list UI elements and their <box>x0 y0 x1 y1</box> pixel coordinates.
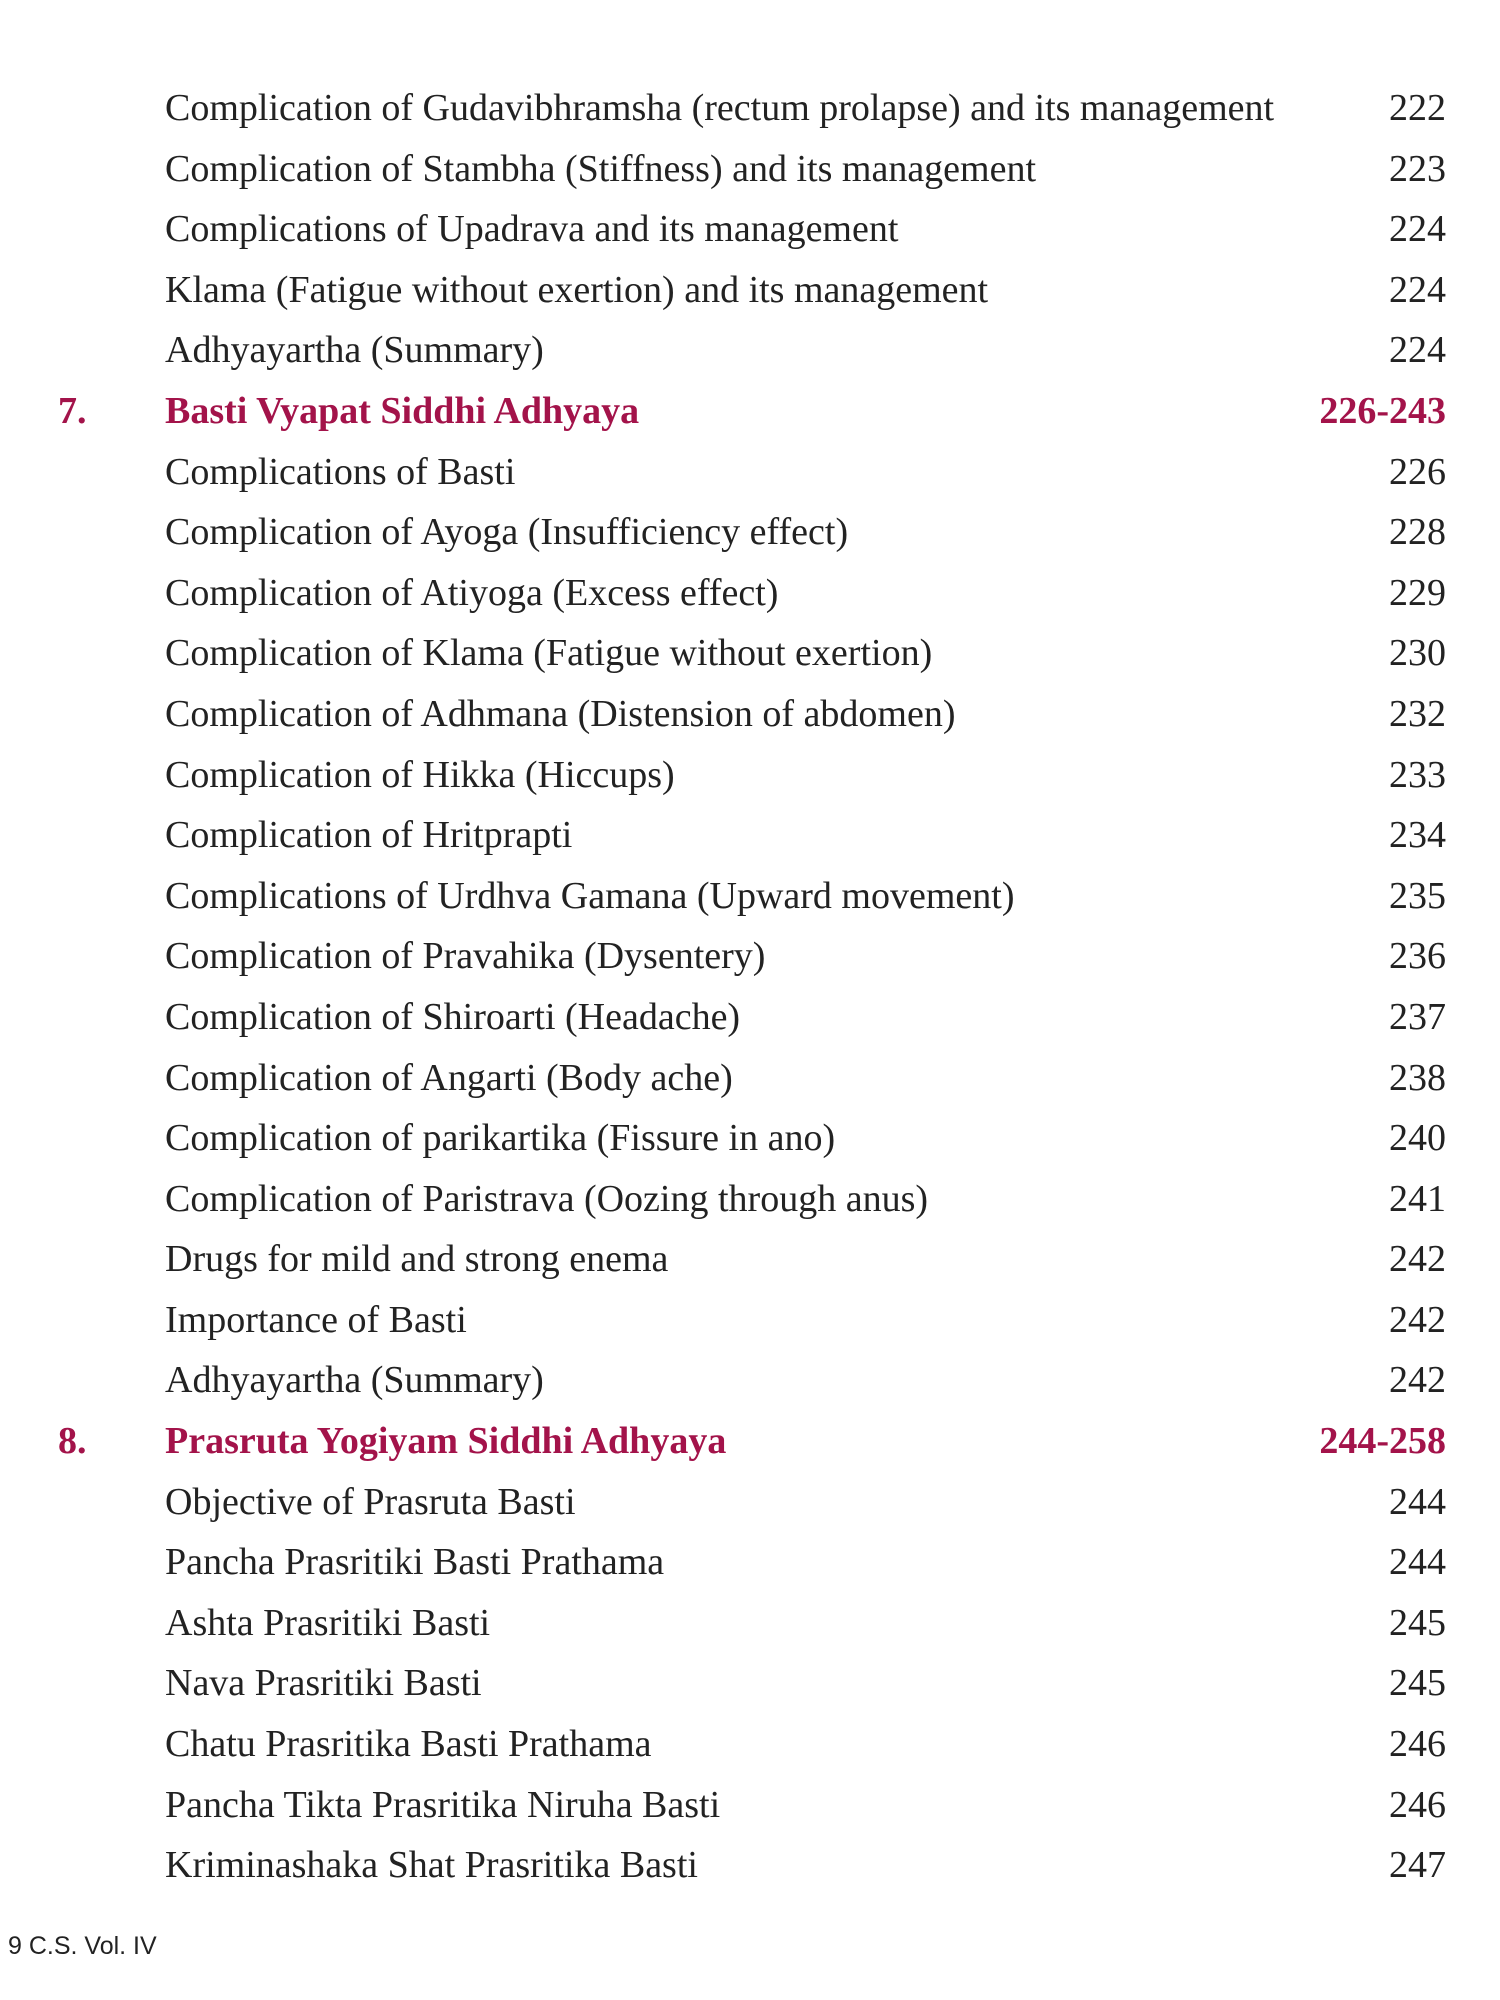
entry-title: Importance of Basti <box>165 1298 467 1341</box>
entry-page-number: 242 <box>1389 1298 1446 1341</box>
chapter-number: 8. <box>58 1420 87 1463</box>
entry-page-number: 223 <box>1389 147 1446 190</box>
entry-page-number: 244 <box>1389 1480 1446 1523</box>
toc-entry <box>0 1169 1500 1230</box>
toc-entry <box>0 1775 1500 1836</box>
entry-page-number: 242 <box>1389 1359 1446 1402</box>
entry-title: Complication of Shiroarti (Headache) <box>165 995 741 1038</box>
entry-title: Complication of Pravahika (Dysentery) <box>165 935 766 978</box>
entry-title: Complications of Basti <box>165 450 516 493</box>
toc-entry <box>0 1835 1500 1896</box>
entry-page-number: 245 <box>1389 1601 1446 1644</box>
entry-title: Complication of Klama (Fatigue without exertion) <box>165 632 933 675</box>
entry-page-number: 229 <box>1389 571 1446 614</box>
chapter-page-range: 226-243 <box>1319 389 1446 432</box>
toc-entry <box>0 1653 1500 1714</box>
entry-page-number: 245 <box>1389 1662 1446 1705</box>
entry-page-number: 228 <box>1389 511 1446 554</box>
toc-chapter-heading <box>0 381 1500 442</box>
entry-title: Complication of Atiyoga (Excess effect) <box>165 571 779 614</box>
entry-title: Ashta Prasritiki Basti <box>165 1601 491 1644</box>
toc-entry <box>0 563 1500 624</box>
entry-title: Complication of Gudavibhramsha (rectum prolapse) and its management <box>165 87 1275 129</box>
entry-title: Complication of Adhmana (Distension of abdomen) <box>165 692 956 735</box>
entry-page-number: 224 <box>1389 329 1446 372</box>
entry-page-number: 244 <box>1389 1541 1446 1584</box>
entry-title: Adhyayartha (Summary) <box>165 329 544 372</box>
entry-title: Complication of parikartika (Fissure in ano) <box>165 1117 836 1160</box>
entry-page-number: 224 <box>1389 268 1446 311</box>
toc-chapter-heading <box>0 1411 1500 1472</box>
entry-title: Complication of Hikka (Hiccups) <box>165 753 675 796</box>
entry-page-number: 241 <box>1389 1177 1446 1220</box>
table-of-contents <box>0 78 1500 1896</box>
toc-entry <box>0 926 1500 987</box>
toc-entry <box>0 1593 1500 1654</box>
toc-entry <box>0 78 1500 139</box>
entry-page-number: 236 <box>1389 935 1446 978</box>
toc-entry <box>0 1108 1500 1169</box>
toc-entry <box>0 1714 1500 1775</box>
entry-page-number: 246 <box>1389 1723 1446 1766</box>
page-footer: 9 C.S. Vol. IV <box>8 1932 157 1960</box>
entry-title: Complications of Urdhva Gamana (Upward movement) <box>165 874 1015 917</box>
entry-title: Objective of Prasruta Basti <box>165 1480 576 1523</box>
chapter-page-range: 244-258 <box>1319 1420 1446 1463</box>
toc-entry <box>0 684 1500 745</box>
chapter-title: Basti Vyapat Siddhi Adhyaya <box>165 389 640 432</box>
entry-title: Pancha Tikta Prasritika Niruha Basti <box>165 1783 721 1826</box>
entry-title: Pancha Prasritiki Basti Prathama <box>165 1541 665 1584</box>
entry-title: Chatu Prasritika Basti Prathama <box>165 1723 652 1766</box>
toc-entry <box>0 623 1500 684</box>
entry-page-number: 232 <box>1389 692 1446 735</box>
entry-title: Adhyayartha (Summary) <box>165 1359 544 1402</box>
entry-page-number: 240 <box>1389 1117 1446 1160</box>
entry-page-number: 247 <box>1389 1844 1446 1887</box>
toc-entry <box>0 987 1500 1048</box>
entry-page-number: 222 <box>1389 87 1446 129</box>
entry-title: Complications of Upadrava and its management <box>165 208 899 251</box>
entry-page-number: 226 <box>1389 450 1446 493</box>
toc-entry <box>0 745 1500 806</box>
entry-page-number: 237 <box>1389 995 1446 1038</box>
toc-entry <box>0 1472 1500 1533</box>
entry-page-number: 234 <box>1389 814 1446 857</box>
toc-entry <box>0 139 1500 200</box>
chapter-title: Prasruta Yogiyam Siddhi Adhyaya <box>165 1420 727 1463</box>
entry-page-number: 230 <box>1389 632 1446 675</box>
toc-entry <box>0 1048 1500 1109</box>
entry-title: Klama (Fatigue without exertion) and its management <box>165 268 989 311</box>
entry-title: Complication of Stambha (Stiffness) and its management <box>165 147 1037 190</box>
entry-page-number: 238 <box>1389 1056 1446 1099</box>
entry-title: Kriminashaka Shat Prasritika Basti <box>165 1844 698 1887</box>
entry-title: Complication of Paristrava (Oozing through anus) <box>165 1177 929 1220</box>
toc-entry <box>0 1350 1500 1411</box>
entry-page-number: 242 <box>1389 1238 1446 1281</box>
toc-entry <box>0 442 1500 503</box>
toc-entry <box>0 199 1500 260</box>
entry-page-number: 224 <box>1389 208 1446 251</box>
toc-entry <box>0 1290 1500 1351</box>
entry-title: Drugs for mild and strong enema <box>165 1238 669 1281</box>
entry-page-number: 233 <box>1389 753 1446 796</box>
toc-entry <box>0 1229 1500 1290</box>
entry-title: Nava Prasritiki Basti <box>165 1662 482 1705</box>
entry-title: Complication of Ayoga (Insufficiency effect) <box>165 511 849 554</box>
toc-entry <box>0 1532 1500 1593</box>
toc-entry <box>0 805 1500 866</box>
entry-page-number: 246 <box>1389 1783 1446 1826</box>
entry-title: Complication of Angarti (Body ache) <box>165 1056 733 1099</box>
entry-page-number: 235 <box>1389 874 1446 917</box>
toc-entry <box>0 320 1500 381</box>
toc-entry <box>0 502 1500 563</box>
toc-entry <box>0 866 1500 927</box>
chapter-number: 7. <box>58 389 87 432</box>
entry-title: Complication of Hritprapti <box>165 814 573 857</box>
toc-entry <box>0 260 1500 321</box>
